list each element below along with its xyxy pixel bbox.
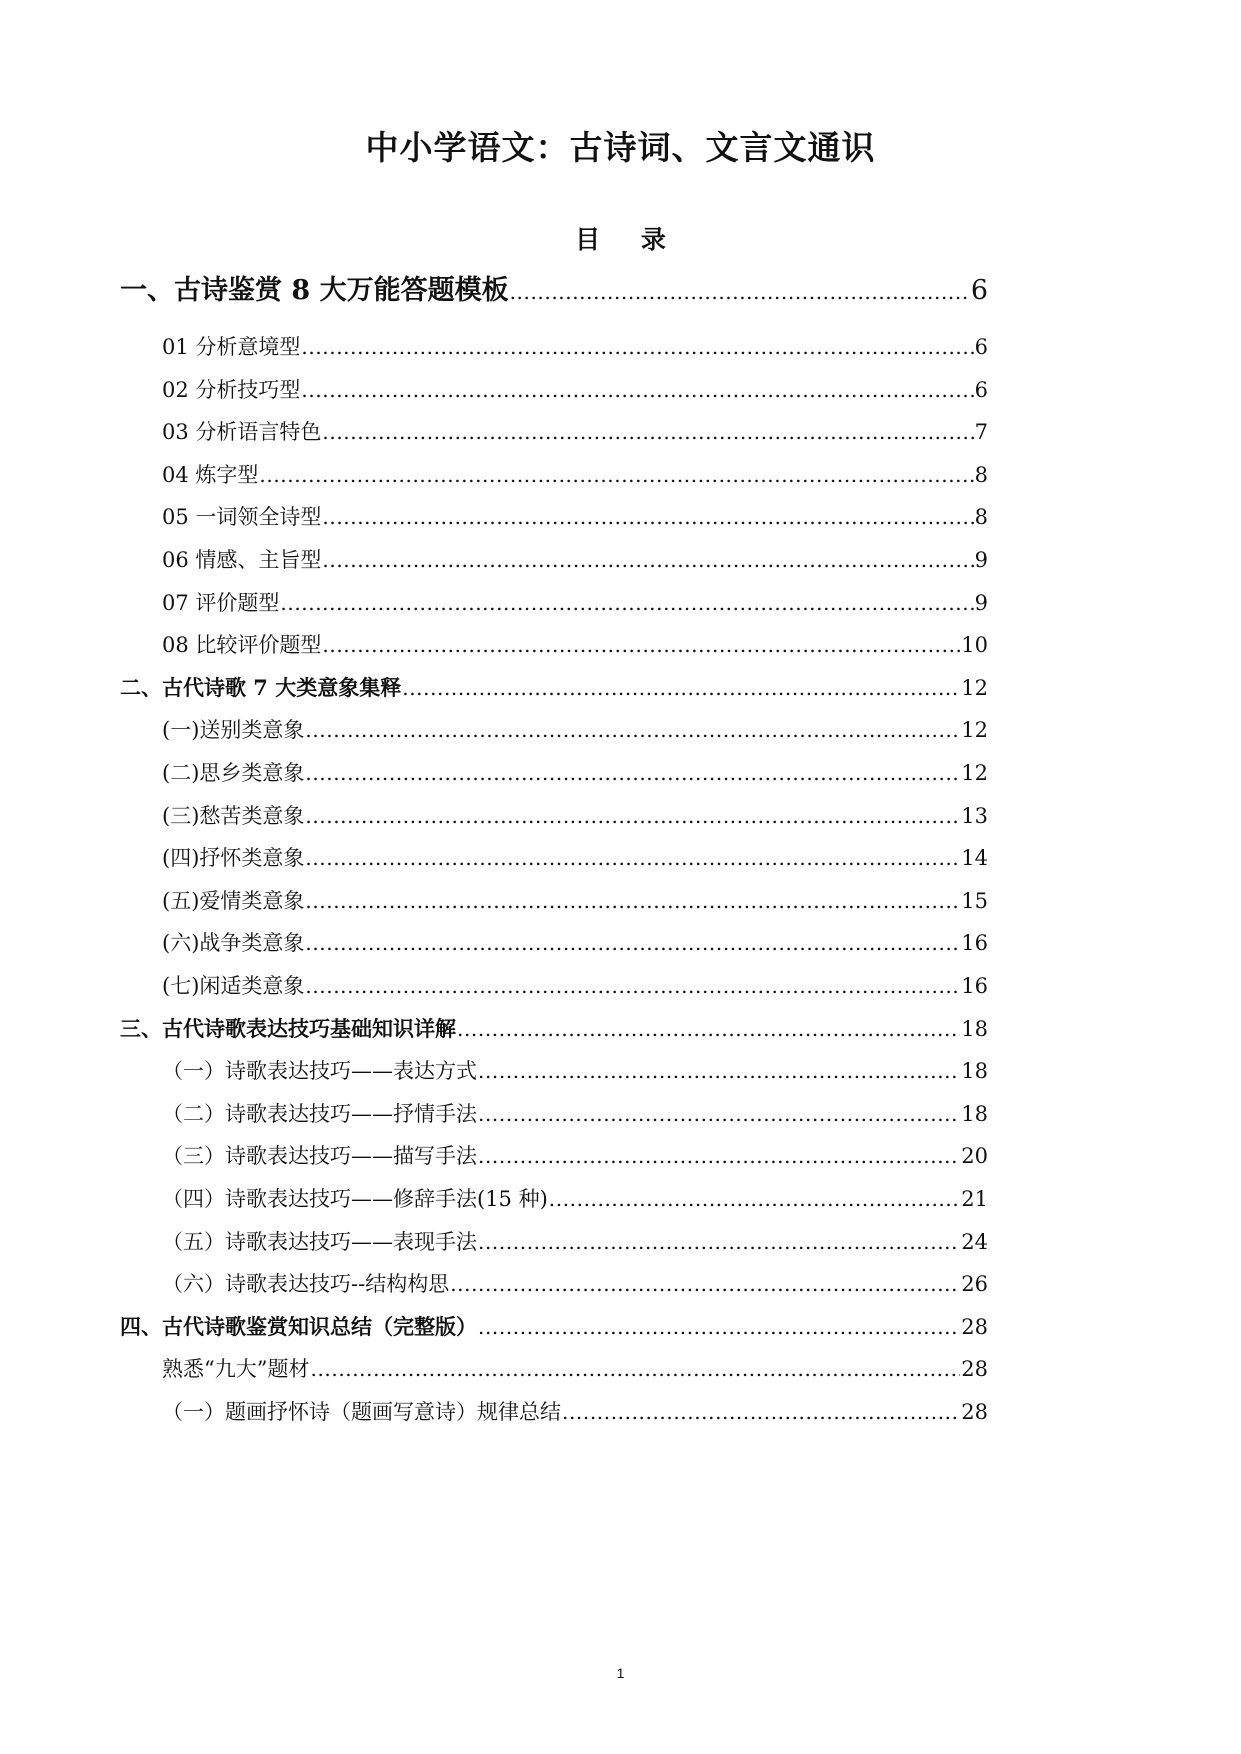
toc-entry-label: 08 比较评价题型 — [162, 633, 322, 657]
toc-dot-leader — [322, 420, 973, 444]
toc-entry-page: 15 — [961, 889, 988, 913]
toc-entry-page: 12 — [961, 676, 988, 700]
toc-entry[interactable] — [162, 629, 988, 659]
toc-entry-label: （三）诗歌表达技巧——描写手法 — [162, 1144, 477, 1168]
toc-dot-leader — [478, 1230, 960, 1254]
document-title: 中小学语文：古诗词、文言文通识 — [365, 128, 876, 167]
toc-entry[interactable] — [162, 927, 988, 957]
toc-entry-page: 20 — [961, 1144, 988, 1168]
toc-entry[interactable] — [162, 1268, 988, 1298]
toc-entry-label: 05 一词领全诗型 — [162, 505, 322, 529]
toc-entry[interactable] — [162, 885, 988, 915]
toc-entry[interactable] — [120, 1013, 988, 1043]
toc-entry-label: (三)愁苦类意象 — [162, 804, 305, 828]
toc-dot-leader — [310, 1357, 960, 1381]
toc-dot-leader — [478, 1059, 960, 1083]
toc-entry-label: (七)闲适类意象 — [162, 974, 305, 998]
toc-heading: 目 录 — [575, 225, 682, 254]
toc-entry-label: （一）题画抒怀诗（题画写意诗）规律总结 — [162, 1400, 561, 1424]
toc-dot-leader — [322, 548, 973, 572]
toc-entry-page: 8 — [974, 505, 988, 529]
toc-entry[interactable] — [162, 757, 988, 787]
toc-entry-label: 四、古代诗歌鉴赏知识总结（完整版） — [120, 1314, 477, 1339]
toc-entry-label: (二)思乡类意象 — [162, 761, 305, 785]
toc-entry[interactable] — [120, 1311, 988, 1341]
toc-entry[interactable] — [162, 1353, 988, 1383]
toc-dot-leader — [322, 633, 960, 657]
toc-entry-label: （五）诗歌表达技巧——表现手法 — [162, 1230, 477, 1254]
toc-dot-leader — [305, 718, 960, 742]
toc-entry-label: (一)送别类意象 — [162, 718, 305, 742]
toc-dot-leader — [305, 846, 960, 870]
toc-dot-leader — [450, 1272, 960, 1296]
toc-dot-leader — [457, 1017, 960, 1041]
toc-entry[interactable] — [162, 714, 988, 744]
toc-entry[interactable] — [162, 1183, 988, 1213]
toc-entry[interactable] — [162, 416, 988, 446]
toc-entry-page: 8 — [974, 463, 988, 487]
toc-entry[interactable] — [162, 587, 988, 617]
toc-entry-page: 7 — [974, 420, 988, 444]
toc-entry[interactable] — [162, 1396, 988, 1426]
toc-entry-page: 14 — [961, 846, 988, 870]
toc-entry[interactable] — [162, 374, 988, 404]
toc-entry-page: 18 — [961, 1017, 988, 1041]
toc-entry-label: 02 分析技巧型 — [162, 378, 301, 402]
toc-dot-leader — [510, 275, 970, 306]
toc-dot-leader — [402, 676, 960, 700]
toc-dot-leader — [301, 335, 973, 359]
toc-dot-leader — [549, 1187, 960, 1211]
toc-entry-page: 21 — [961, 1187, 988, 1211]
toc-entry[interactable] — [162, 970, 988, 1000]
toc-dot-leader — [478, 1315, 960, 1339]
toc-dot-leader — [259, 463, 973, 487]
toc-entry-label: 01 分析意境型 — [162, 335, 301, 359]
toc-entry-label: 07 评价题型 — [162, 591, 280, 615]
toc-dot-leader — [478, 1102, 960, 1126]
toc-entry-page: 12 — [961, 761, 988, 785]
toc-entry-page: 6 — [970, 275, 988, 306]
toc-entry-page: 9 — [974, 591, 988, 615]
toc-entry-label: 二、古代诗歌 7 大类意象集释 — [120, 675, 402, 700]
toc-entry-label: （一）诗歌表达技巧——表达方式 — [162, 1059, 477, 1083]
toc-entry-page: 18 — [961, 1059, 988, 1083]
toc-entry-label: 一、古诗鉴赏 8 大万能答题模板 — [120, 275, 509, 306]
toc-dot-leader — [301, 378, 973, 402]
toc-dot-leader — [322, 505, 973, 529]
toc-entry-label: （二）诗歌表达技巧——抒情手法 — [162, 1102, 477, 1126]
toc-entry-page: 10 — [961, 633, 988, 657]
toc-entry-label: 03 分析语言特色 — [162, 420, 322, 444]
toc-entry[interactable] — [162, 1098, 988, 1128]
toc-entry-label: (六)战争类意象 — [162, 931, 305, 955]
toc-entry[interactable] — [162, 1226, 988, 1256]
toc-entry-label: 熟悉“九大”题材 — [162, 1357, 310, 1381]
toc-entry-page: 28 — [961, 1357, 988, 1381]
toc-entry[interactable] — [162, 800, 988, 830]
toc-entry-label: （四）诗歌表达技巧——修辞手法(15 种) — [162, 1187, 548, 1211]
toc-dot-leader — [305, 974, 960, 998]
toc-entry-page: 6 — [974, 378, 988, 402]
toc-dot-leader — [305, 761, 960, 785]
toc-entry-label: 06 情感、主旨型 — [162, 548, 322, 572]
toc-entry-page: 18 — [961, 1102, 988, 1126]
toc-dot-leader — [562, 1400, 960, 1424]
toc-entry-label: （六）诗歌表达技巧--结构构思 — [162, 1272, 450, 1296]
toc-entry-page: 24 — [961, 1230, 988, 1254]
toc-entry-page: 28 — [961, 1400, 988, 1424]
toc-entry-page: 26 — [961, 1272, 988, 1296]
toc-entry[interactable] — [162, 1140, 988, 1170]
page-number: 1 — [616, 1665, 625, 1681]
toc-entry[interactable] — [120, 672, 988, 702]
toc-entry[interactable] — [162, 1055, 988, 1085]
toc-dot-leader — [280, 591, 973, 615]
toc-entry[interactable] — [162, 544, 988, 574]
toc-dot-leader — [305, 931, 960, 955]
toc-entry-page: 16 — [961, 974, 988, 998]
toc-entry-label: 04 炼字型 — [162, 463, 259, 487]
toc-entry-page: 28 — [961, 1315, 988, 1339]
toc-entry-page: 16 — [961, 931, 988, 955]
toc-entry-page: 13 — [961, 804, 988, 828]
toc-entry[interactable] — [120, 268, 988, 307]
toc-entry-page: 12 — [961, 718, 988, 742]
toc-dot-leader — [305, 889, 960, 913]
toc-dot-leader — [305, 804, 960, 828]
toc-entry-page: 6 — [974, 335, 988, 359]
toc-entry-label: (四)抒怀类意象 — [162, 846, 305, 870]
toc-entry[interactable] — [162, 501, 988, 531]
toc-dot-leader — [478, 1144, 960, 1168]
toc-entry[interactable] — [162, 459, 988, 489]
toc-entry-label: 三、古代诗歌表达技巧基础知识详解 — [120, 1016, 456, 1041]
toc-entry-page: 9 — [974, 548, 988, 572]
toc-entry[interactable] — [162, 331, 988, 361]
toc-entry-label: (五)爱情类意象 — [162, 889, 305, 913]
toc-entry[interactable] — [162, 842, 988, 872]
